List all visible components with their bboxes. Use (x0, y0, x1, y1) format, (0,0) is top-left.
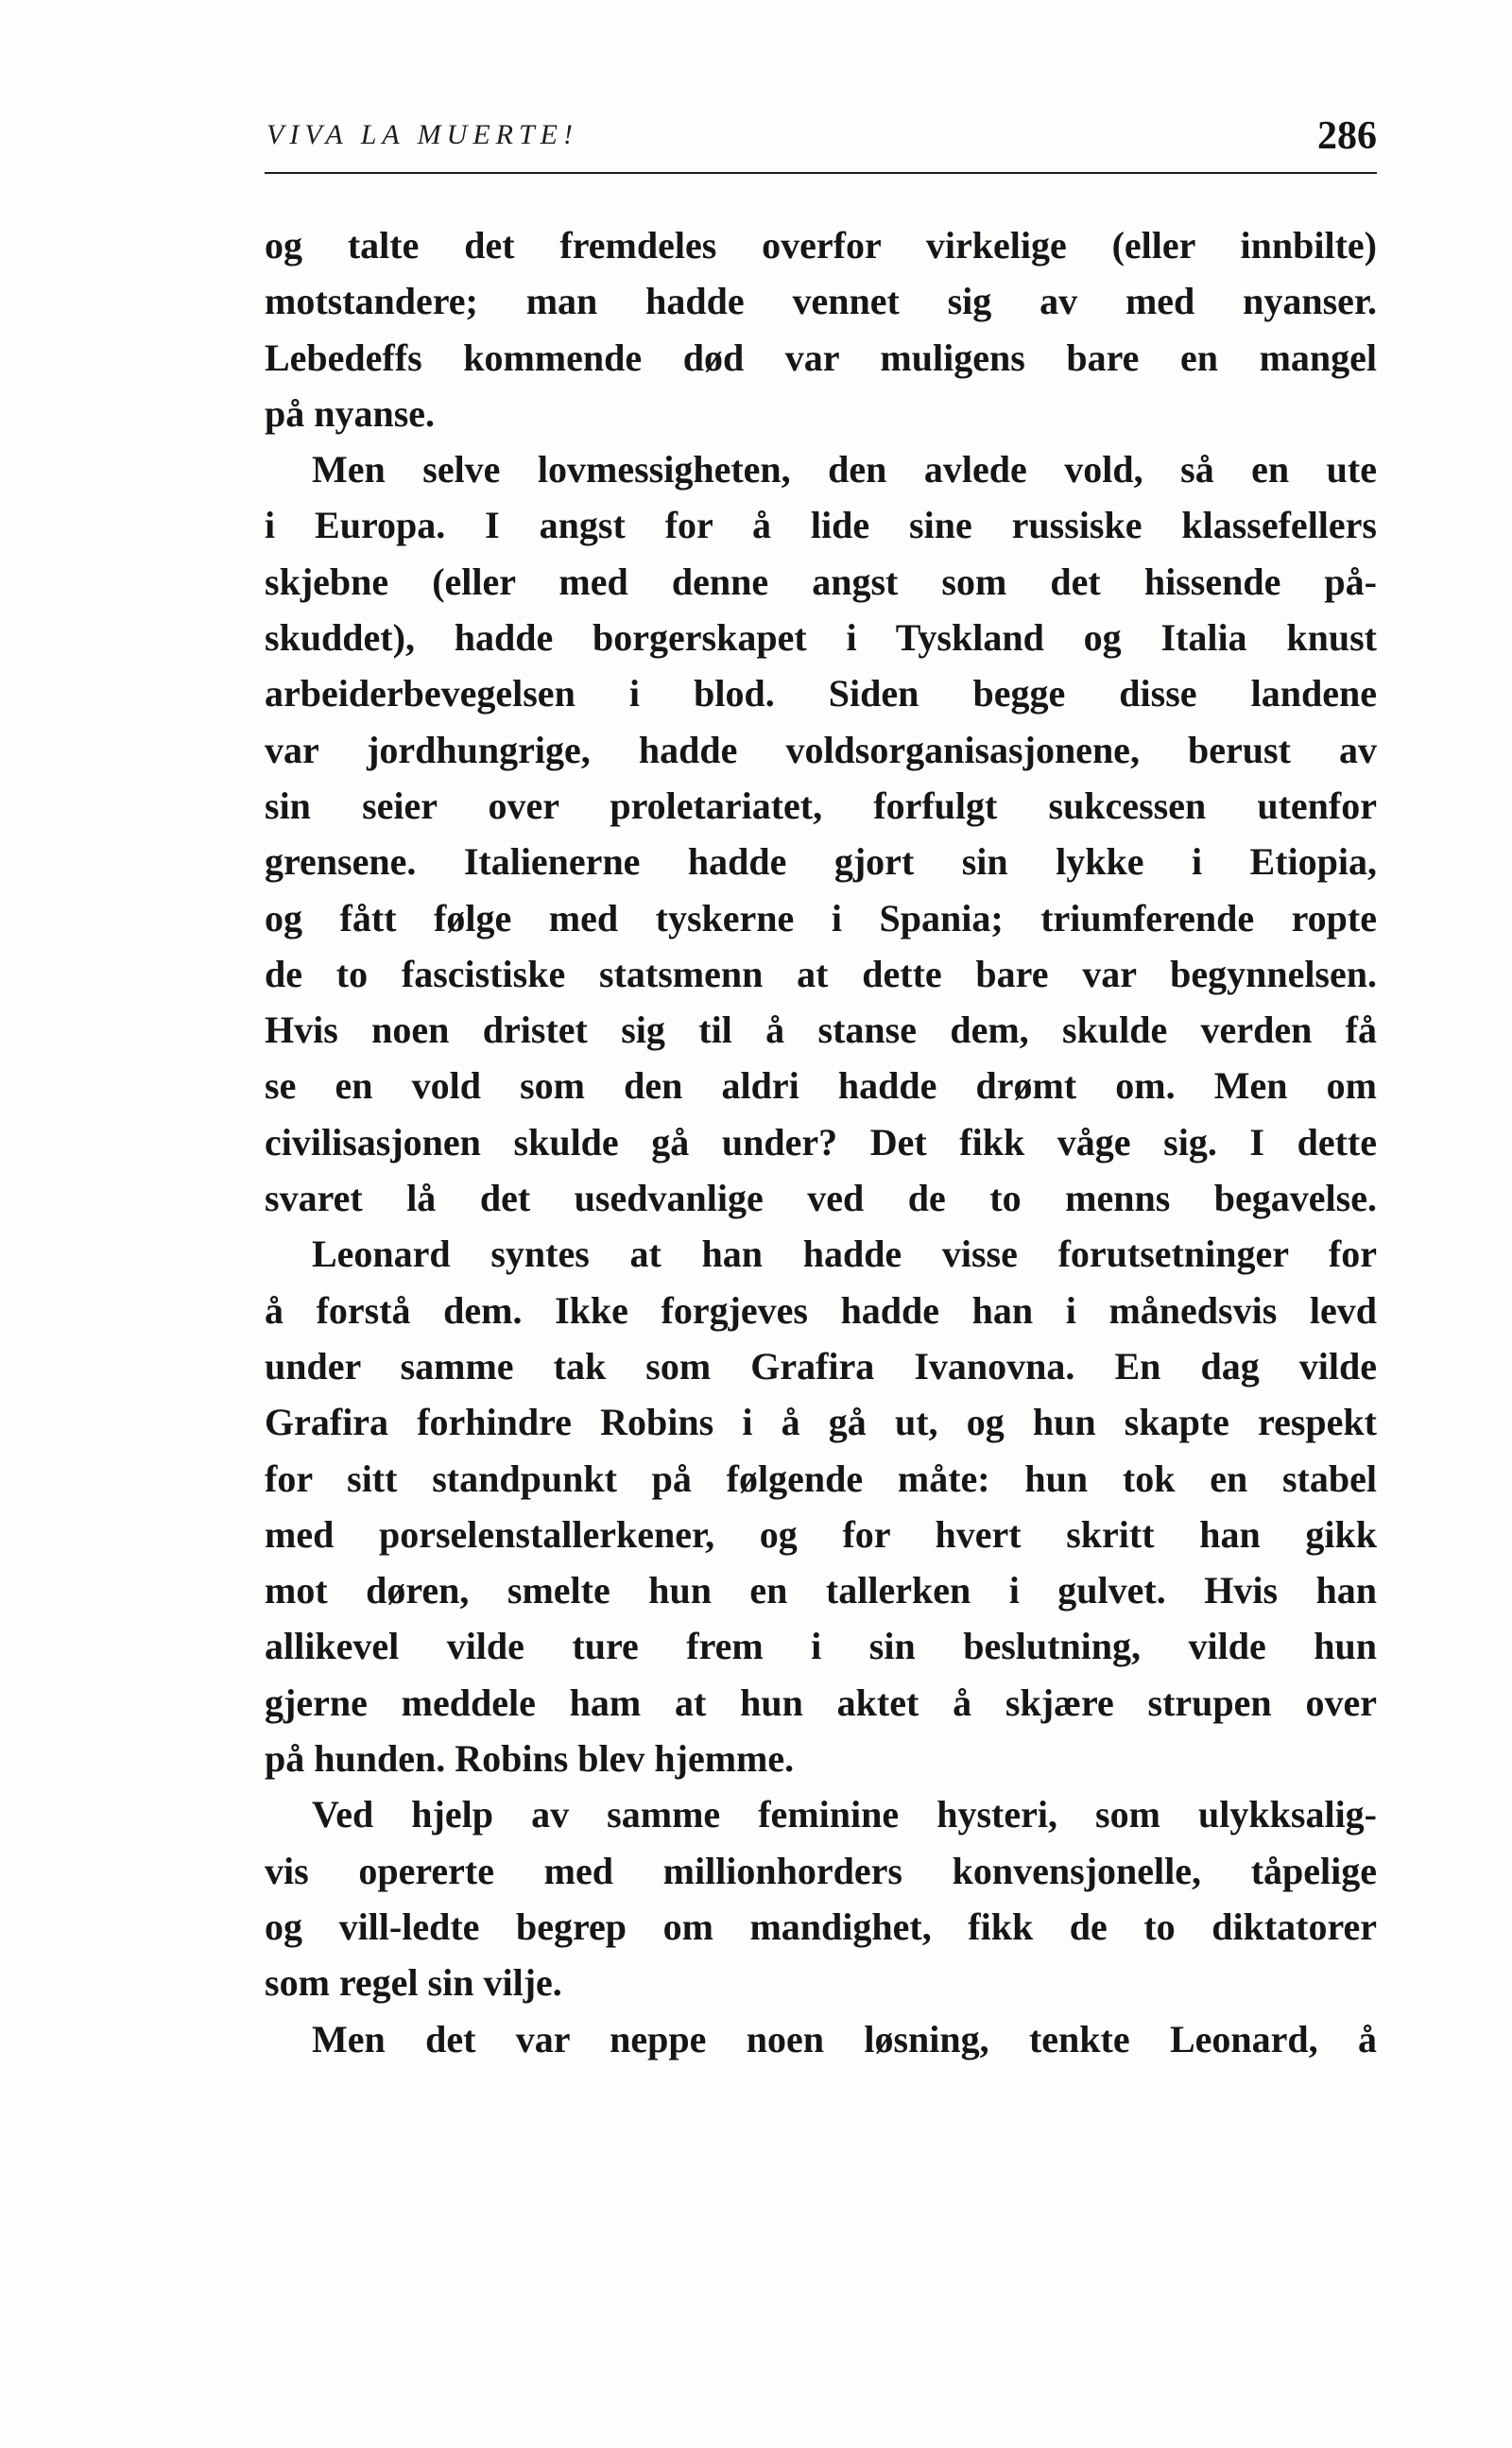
text-line: for sitt standpunkt på følgende måte: hun tok en stabel (265, 1457, 1377, 1500)
text-line: å forstå dem. Ikke forgjeves hadde han i månedsvis levd (265, 1288, 1377, 1332)
text-line: mot døren, smelte hun en tallerken i gulvet. Hvis han (265, 1569, 1377, 1612)
body-text (265, 217, 1377, 2067)
text-line: og fått følge med tyskerne i Spania; triumferende ropte (265, 896, 1377, 940)
text-line: se en vold som den aldri hadde drømt om. Men om (265, 1064, 1377, 1108)
text-line: på hunden. Robins blev hjemme. (265, 1737, 795, 1781)
text-line: Ved hjelp av samme feminine hysteri, som ulykksalig- (312, 1793, 1377, 1836)
text-line: Hvis noen dristet sig til å stanse dem, skulde verden få (265, 1009, 1377, 1052)
text-line: allikevel vilde ture frem i sin beslutning, vilde hun (265, 1625, 1377, 1668)
text-line: grensene. Italienerne hadde gjort sin lykke i Etiopia, (265, 840, 1377, 884)
text-line: gjerne meddele ham at hun aktet å skjære strupen over (265, 1681, 1377, 1724)
text-line: skuddet), hadde borgerskapet i Tyskland og Italia knust (265, 616, 1377, 660)
text-line: og talte det fremdeles overfor virkelige (eller innbilte) (265, 224, 1377, 267)
text-line: Grafira forhindre Robins i å gå ut, og hun skapte respekt (265, 1401, 1377, 1444)
text-line: og vill-ledte begrep om mandighet, fikk de to diktatorer (265, 1905, 1377, 1948)
text-line: under samme tak som Grafira Ivanovna. En dag vilde (265, 1344, 1377, 1388)
text-line: de to fascistiske statsmenn at dette bare var begynnelsen. (265, 952, 1377, 995)
text-line: som regel sin vilje. (265, 1961, 562, 2005)
text-line: svaret lå det usedvanlige ved de to menns begavelse. (265, 1177, 1377, 1220)
text-line: civilisasjonen skulde gå under? Det fikk våge sig. I dette (265, 1120, 1377, 1164)
text-line: Lebedeffs kommende død var muligens bare en mangel (265, 336, 1377, 379)
running-title: VIVA LA MUERTE! (266, 119, 578, 150)
text-line: vis opererte med millionhorders konvensjonelle, tåpelige (265, 1849, 1377, 1892)
text-line: var jordhungrige, hadde voldsorganisasjonene, berust av (265, 728, 1377, 771)
text-line: skjebne (eller med denne angst som det hissende på- (265, 560, 1377, 603)
text-line: sin seier over proletariatet, forfulgt sukcessen utenfor (265, 784, 1377, 827)
page-number: 286 (1317, 114, 1377, 158)
text-line: med porselenstallerkener, og for hvert skritt han gikk (265, 1512, 1377, 1556)
page-header (265, 106, 1377, 174)
text-line: Leonard syntes at han hadde visse forutsetninger for (312, 1233, 1377, 1276)
text-line: Men det var neppe noen løsning, tenkte Leonard, å (312, 2017, 1377, 2060)
text-line: motstandere; man hadde vennet sig av med nyanser. (265, 280, 1377, 323)
text-line: i Europa. I angst for å lide sine russiske klassefellers (265, 504, 1377, 547)
text-line: arbeiderbevegelsen i blod. Siden begge disse landene (265, 672, 1377, 715)
text-line: Men selve lovmessigheten, den avlede vold, så en ute (312, 448, 1377, 491)
text-line: på nyanse. (265, 391, 436, 435)
